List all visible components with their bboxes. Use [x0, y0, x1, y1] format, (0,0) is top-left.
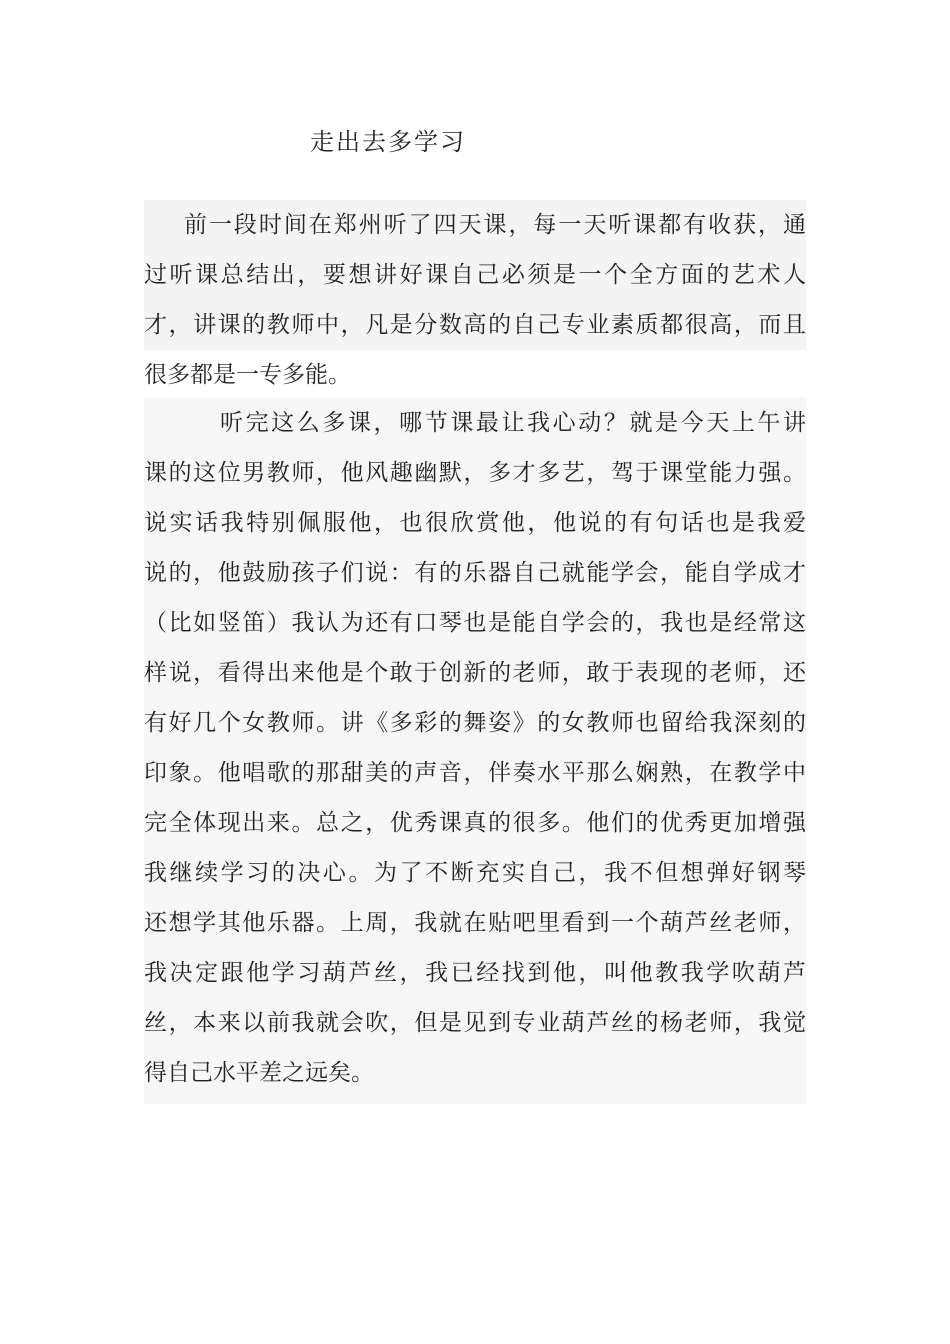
paragraph-line: 说的，他鼓励孩子们说：有的乐器自己就能学会，能自学成才 — [144, 560, 806, 586]
paragraph-line: 才，讲课的教师中，凡是分数高的自己专业素质都很高，而且 — [144, 300, 806, 350]
paragraph-line: （比如竖笛）我认为还有口琴也是能自学会的，我也是经常这 — [144, 610, 806, 636]
paragraph-line — [144, 350, 806, 400]
paragraph-line: 样说，看得出来他是个敢于创新的老师，敢于表现的老师，还 — [144, 660, 806, 686]
paragraph-line: 丝，本来以前我就会吹，但是见到专业葫芦丝的杨老师，我觉 — [144, 1010, 806, 1036]
paragraph-line: 我继续学习的决心。为了不断充实自己，我不但想弹好钢琴 — [144, 860, 806, 886]
paragraph-line: 课的这位男教师，他风趣幽默，多才多艺，驾于课堂能力强。 — [144, 460, 806, 486]
paragraph-line: 得自己水平差之远矣。 — [144, 1060, 374, 1086]
paragraph-line: 听完这么多课，哪节课最让我心动？就是今天上午讲 — [220, 410, 806, 436]
paragraph-line: 前一段时间在郑州听了四天课，每一天听课都有收获，通 — [144, 200, 806, 250]
paragraph-line: 还想学其他乐器。上周，我就在贴吧里看到一个葫芦丝老师， — [144, 910, 806, 936]
paragraph-line: 印象。他唱歌的那甜美的声音，伴奏水平那么娴熟，在教学中 — [144, 760, 806, 786]
paragraph-line: 我决定跟他学习葫芦丝，我已经找到他，叫他教我学吹葫芦 — [144, 960, 806, 986]
paragraph-line-text: 很多都是一专多能。 — [144, 362, 351, 388]
paragraph-line: 说实话我特别佩服他，也很欣赏他，他说的有句话也是我爱 — [144, 510, 806, 536]
document-title: 走出去多学习 — [310, 128, 466, 156]
paragraph-line: 有好几个女教师。讲《多彩的舞姿》的女教师也留给我深刻的 — [144, 710, 806, 736]
paragraph-1 — [144, 200, 806, 400]
paragraph-line: 过听课总结出，要想讲好课自己必须是一个全方面的艺术人 — [144, 250, 806, 300]
paragraph-2 — [144, 398, 806, 1104]
paragraph-line: 完全体现出来。总之，优秀课真的很多。他们的优秀更加增强 — [144, 810, 806, 836]
